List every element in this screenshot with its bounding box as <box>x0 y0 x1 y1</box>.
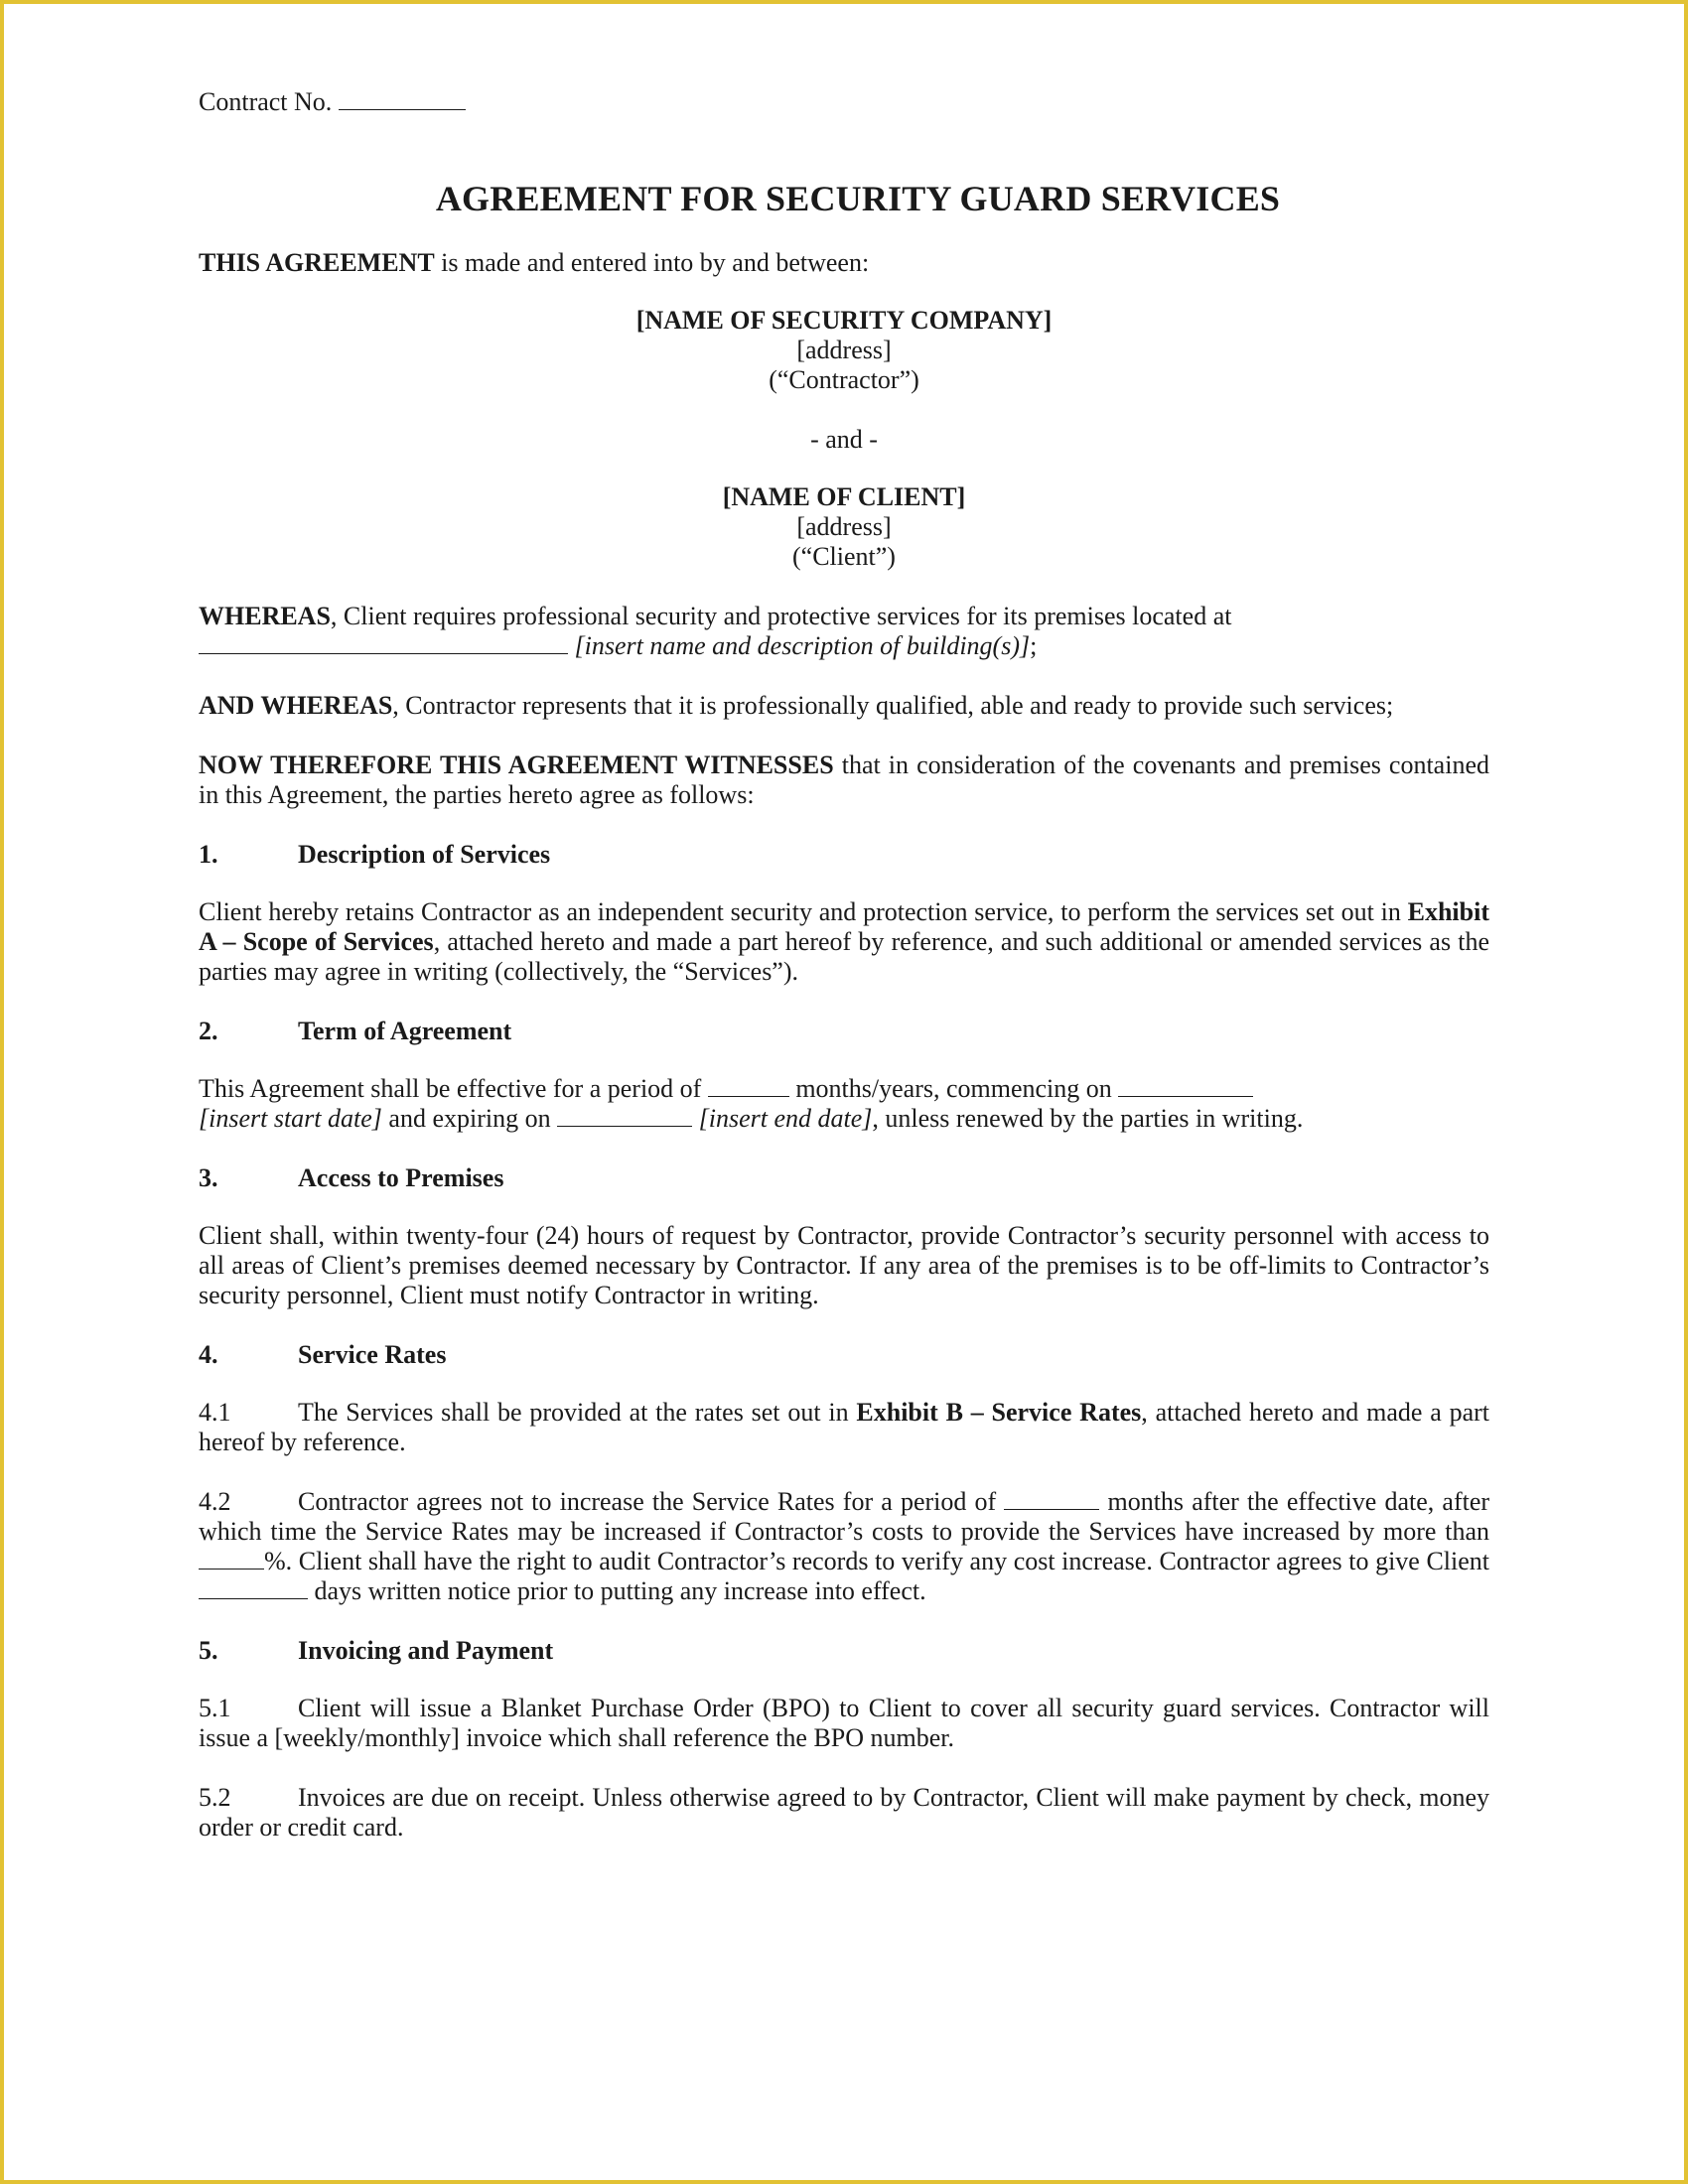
rate-freeze-blank <box>1004 1487 1099 1510</box>
client-label: (“Client”) <box>792 542 896 571</box>
witnesses-paragraph <box>199 751 1489 810</box>
section-1-heading <box>199 840 1489 870</box>
section-3-title: Access to Premises <box>298 1163 504 1192</box>
section-4-number: 4. <box>199 1340 218 1369</box>
exhibit-a-ref: Exhibit A – Scope of Services <box>199 897 1489 956</box>
percent-blank <box>199 1547 264 1570</box>
premises-blank <box>199 631 568 654</box>
clause-5-1 <box>199 1694 1489 1753</box>
section-2-number: 2. <box>199 1017 218 1045</box>
clause-4-2-text-b: months after the effective date, after which time the Service Rates may be increased if Contractor’s costs to provide the Services have increased by more than <box>199 1487 1490 1546</box>
clause-4-2-text-d: days written notice prior to putting any increase into effect. <box>314 1576 926 1605</box>
client-name: [NAME OF CLIENT] <box>722 482 966 511</box>
contractor-party-block <box>199 306 1489 395</box>
whereas-paragraph-2 <box>199 691 1489 721</box>
clause-5-1-number: 5.1 <box>199 1694 231 1722</box>
clause-4-1-text-b: , attached hereto and made a part hereof by reference. <box>199 1398 1489 1456</box>
whereas-italic: [insert name and description of building(s)] <box>574 631 1031 660</box>
section-1-title: Description of Services <box>298 840 551 869</box>
exhibit-b-ref: Exhibit B – Service Rates <box>856 1398 1142 1427</box>
clause-4-2-number: 4.2 <box>199 1487 231 1516</box>
term-text-a: This Agreement shall be effective for a period of <box>199 1074 702 1103</box>
clause-5-2 <box>199 1783 1489 1843</box>
section-5-number: 5. <box>199 1636 218 1665</box>
section-1-text-a: Client hereby retains Contractor as an independent security and protection service, to perform the services set out in <box>199 897 1408 926</box>
document-title: AGREEMENT FOR SECURITY GUARD SERVICES <box>435 179 1281 218</box>
section-3-paragraph: Client shall, within twenty-four (24) hours of request by Contractor, provide Contractor’s security personnel with access to all areas of Client’s premises deemed necessary by Contractor. If any area of the premises is to be off-limits to Contractor’s security personnel, Client must notify Contractor in writing. <box>199 1221 1489 1309</box>
notice-days-blank <box>199 1576 308 1599</box>
intro-bold: THIS AGREEMENT <box>199 248 435 277</box>
clause-4-1 <box>199 1398 1489 1457</box>
section-4-title: Service Rates <box>298 1340 447 1369</box>
intro-paragraph <box>199 248 1489 278</box>
section-1-number: 1. <box>199 840 218 869</box>
whereas-bold: WHEREAS <box>199 602 331 630</box>
clause-4-2-text-a: Contractor agrees not to increase the Service Rates for a period of <box>298 1487 997 1516</box>
whereas-paragraph-1 <box>199 602 1489 661</box>
start-date-blank <box>1118 1074 1253 1097</box>
section-3-heading <box>199 1163 1489 1193</box>
whereas-text: , Client requires professional security and protective services for its premises located at <box>330 602 1232 630</box>
client-party-block <box>199 482 1489 572</box>
clause-5-2-number: 5.2 <box>199 1783 231 1812</box>
contract-number-label: Contract No. <box>199 87 333 116</box>
contract-number-line <box>199 87 1489 117</box>
section-2-title: Term of Agreement <box>298 1017 512 1045</box>
end-date-blank <box>557 1104 692 1127</box>
section-1-text-b: , attached hereto and made a part hereof by reference, and such additional or amended services as the parties may agree in writing (collectively, the “Services”). <box>199 927 1490 986</box>
intro-text: is made and entered into by and between: <box>434 248 870 277</box>
document-page <box>199 87 1489 1843</box>
clause-4-2 <box>199 1487 1489 1606</box>
whereas-end: ; <box>1030 631 1038 660</box>
section-1-paragraph <box>199 897 1489 987</box>
section-2-paragraph <box>199 1074 1489 1134</box>
and-whereas-text: , Contractor represents that it is professionally qualified, able and ready to provide such services; <box>392 691 1394 720</box>
witnesses-bold: NOW THEREFORE THIS AGREEMENT WITNESSES <box>199 751 834 779</box>
end-date-placeholder: [insert end date] <box>698 1104 873 1133</box>
clause-5-2-text: Invoices are due on receipt. Unless otherwise agreed to by Contractor, Client will make payment by check, money order or credit card. <box>199 1783 1489 1842</box>
contractor-label: (“Contractor”) <box>769 365 919 394</box>
contractor-address: [address] <box>796 336 892 364</box>
section-5-title: Invoicing and Payment <box>298 1636 554 1665</box>
term-text-d: and expiring on <box>381 1104 558 1133</box>
contract-number-blank <box>339 87 466 110</box>
section-2-heading <box>199 1017 1489 1046</box>
term-text-f: , unless renewed by the parties in writing. <box>872 1104 1304 1133</box>
clause-4-2-text-c: %. Client shall have the right to audit Contractor’s records to verify any cost increase. Contractor agrees to give Client <box>264 1547 1489 1575</box>
contractor-name: [NAME OF SECURITY COMPANY] <box>635 306 1053 335</box>
and-whereas-bold: AND WHEREAS <box>199 691 393 720</box>
term-text-b: months/years, commencing on <box>795 1074 1112 1103</box>
start-date-placeholder: [insert start date] <box>199 1104 382 1133</box>
and-separator: - and - <box>810 425 878 454</box>
clause-5-1-text: Client will issue a Blanket Purchase Order (BPO) to Client to cover all security guard services. Contractor will issue a [weekly/monthly] invoice which shall reference the BPO number. <box>199 1694 1489 1752</box>
clause-4-1-text-a: The Services shall be provided at the rates set out in <box>298 1398 857 1427</box>
client-address: [address] <box>796 512 892 541</box>
term-period-blank <box>708 1074 789 1097</box>
section-3-number: 3. <box>199 1163 218 1192</box>
section-4-heading <box>199 1340 1489 1370</box>
section-5-heading <box>199 1636 1489 1666</box>
clause-4-1-number: 4.1 <box>199 1398 231 1427</box>
witnesses-text: that in consideration of the covenants and premises contained in this Agreement, the parties hereto agree as follows: <box>199 751 1489 809</box>
